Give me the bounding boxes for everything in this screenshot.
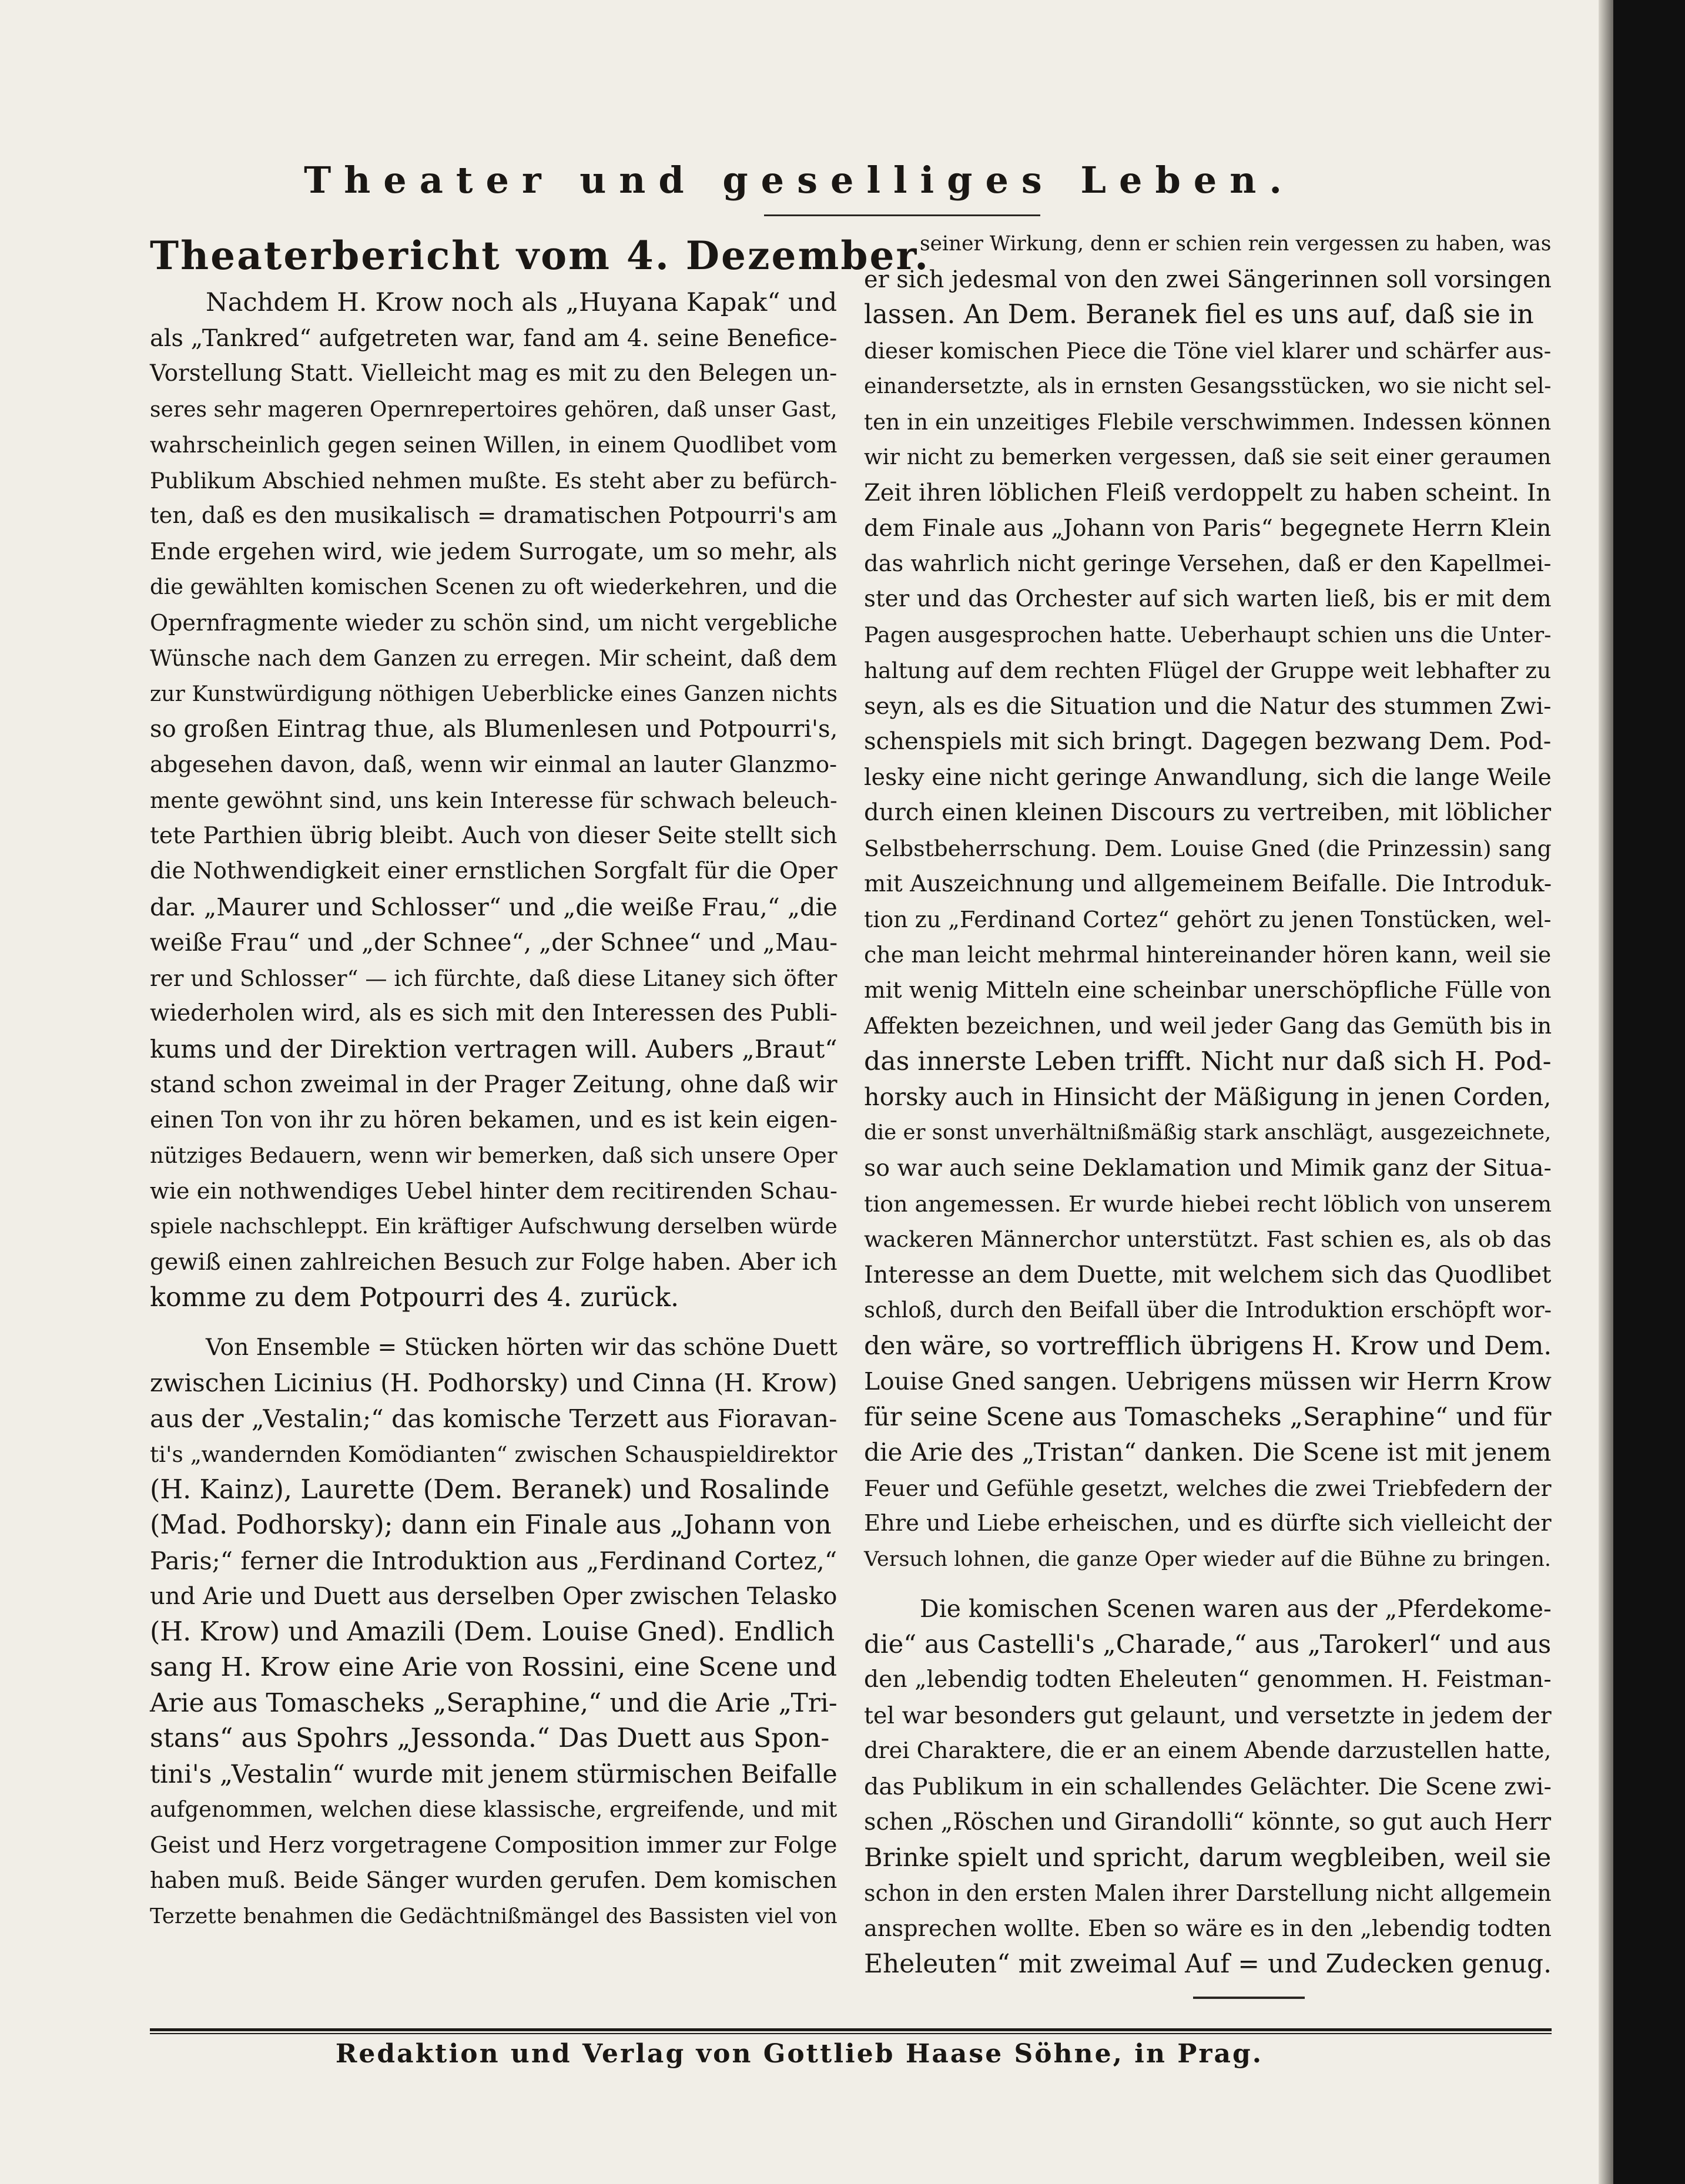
text-line: lesky eine nicht geringe Anwandlung, sich die lange Weile — [864, 763, 1552, 791]
text-line: gewiß einen zahlreichen Besuch zur Folge haben. Aber ich — [150, 1249, 838, 1276]
text-line: zwischen Licinius (H. Podhorsky) und Cinna (H. Krow) — [150, 1368, 838, 1397]
text-line: weiße Frau“ und „der Schnee“, „der Schnee“ und „Mau- — [150, 928, 838, 957]
text-line: durch einen kleinen Discours zu vertreiben, mit löblicher — [864, 799, 1552, 826]
text-line: wiederholen wird, als es sich mit den Interessen des Publi- — [150, 1000, 838, 1026]
text-line: sang H. Krow eine Arie von Rossini, eine Scene und — [150, 1652, 838, 1682]
text-line: er sich jedesmal von den zwei Sängerinnen soll vorsingen — [864, 266, 1552, 293]
text-line: ti's „wandernden Komödianten“ zwischen Schauspieldirektor — [150, 1441, 838, 1467]
text-line: Vorstellung Statt. Vielleicht mag es mit zu den Belegen un- — [150, 360, 838, 387]
text-line: Terzette benahmen die Gedächtnißmängel des Bassisten viel von — [150, 1904, 838, 1928]
publisher-footer: Redaktion und Verlag von Gottlieb Haase Söhne, in Prag. — [335, 2039, 1264, 2069]
section-title: Theater und geselliges Leben. — [304, 159, 1295, 202]
paragraph — [150, 1330, 838, 1935]
text-line: schenspiels mit sich bringt. Dagegen bezwang Dem. Pod- — [864, 728, 1552, 755]
text-line: (Mad. Podhorsky); dann ein Finale aus „Johann von — [150, 1510, 832, 1540]
text-line: Von Ensemble = Stücken hörten wir das schöne Duett — [206, 1334, 838, 1361]
text-line: (H. Krow) und Amazili (Dem. Louise Gned). Endlich — [150, 1616, 835, 1647]
text-line: seyn, als es die Situation und die Natur des stummen Zwi- — [864, 692, 1552, 720]
text-line: seiner Wirkung, denn er schien rein vergessen zu haben, was — [920, 232, 1552, 256]
text-line: mente gewöhnt sind, uns kein Interesse für schwach beleuch- — [150, 787, 838, 813]
left-column — [150, 226, 930, 1934]
text-line: che man leicht mehrmal hintereinander hören kann, weil sie — [864, 942, 1552, 968]
text-line: lassen. An Dem. Beranek fiel es uns auf, daß sie in — [864, 300, 1534, 330]
text-line: ten, daß es den musikalisch = dramatischen Potpourri's am — [150, 502, 838, 529]
text-line: schloß, durch den Beifall über die Introduktion erschöpft wor- — [864, 1297, 1552, 1323]
text-line: einandersetzte, als in ernsten Gesangsstücken, wo sie nicht sel- — [864, 374, 1552, 398]
text-line: für seine Scene aus Tomascheks „Seraphine“ und für — [864, 1402, 1552, 1432]
text-line: ster und das Orchester auf sich warten ließ, bis er mit dem — [864, 586, 1552, 612]
text-line: die Nothwendigkeit einer ernstlichen Sorgfalt für die Oper — [150, 858, 838, 884]
text-line: mit Auszeichnung und allgemeinem Beifalle. Die Introduk- — [864, 870, 1552, 897]
text-line: Pagen ausgesprochen hatte. Ueberhaupt schien uns die Unter- — [864, 622, 1552, 648]
text-line: das innerste Leben trifft. Nicht nur daß sich H. Pod- — [864, 1046, 1552, 1076]
title-underline — [764, 214, 1040, 216]
text-line: zur Kunstwürdigung nöthigen Ueberblicke eines Ganzen nichts — [150, 680, 838, 706]
text-line: tel war besonders gut gelaunt, und versetzte in jedem der — [864, 1702, 1552, 1729]
text-line: drei Charaktere, die er an einem Abende darzustellen hatte, — [864, 1738, 1552, 1764]
text-line: die gewählten komischen Scenen zu oft wiederkehren, und die — [150, 574, 838, 599]
text-line: Die komischen Scenen waren aus der „Pferdekome- — [920, 1595, 1552, 1623]
text-line: haben muß. Beide Sänger wurden gerufen. Dem komischen — [150, 1867, 838, 1894]
text-line: ansprechen wollte. Eben so wäre es in den „lebendig todten — [864, 1915, 1552, 1942]
text-line: Nachdem H. Krow noch als „Huyana Kapak“ und — [206, 288, 838, 317]
text-line: Louise Gned sangen. Uebrigens müssen wir Herrn Krow — [864, 1367, 1552, 1395]
article-title: Theaterbericht vom 4. Dezember. — [150, 233, 930, 279]
right-column — [864, 226, 1552, 1982]
text-line: wackeren Männerchor unterstützt. Fast schien es, als ob das — [864, 1226, 1552, 1252]
text-line: komme zu dem Potpourri des 4. zurück. — [150, 1283, 679, 1313]
text-line: Ende ergehen wird, wie jedem Surrogate, um so mehr, als — [150, 538, 838, 565]
text-line: Publikum Abschied nehmen mußte. Es steht aber zu befürch- — [150, 467, 838, 494]
left-column-body — [150, 285, 838, 1934]
footer-rule-thick — [150, 2028, 1552, 2031]
text-line: Feuer und Gefühle gesetzt, welches die zwei Triebfedern der — [864, 1475, 1552, 1501]
text-line: (H. Kainz), Laurette (Dem. Beranek) und Rosalinde — [150, 1474, 830, 1505]
text-line: als „Tankred“ aufgetreten war, fand am 4. seine Benefice- — [150, 324, 838, 352]
text-line: kums und der Direktion vertragen will. Aubers „Braut“ — [150, 1034, 838, 1064]
text-line: dieser komischen Piece die Töne viel klarer und schärfer aus- — [864, 337, 1552, 364]
text-line: haltung auf dem rechten Flügel der Gruppe weit lebhafter zu — [864, 657, 1552, 683]
text-line: abgesehen davon, daß, wenn wir einmal an lauter Glanzmo- — [150, 751, 838, 778]
article-end-separator — [1193, 1997, 1305, 1999]
text-line: Wünsche nach dem Ganzen zu erregen. Mir scheint, daß dem — [150, 645, 838, 671]
text-line: stand schon zweimal in der Prager Zeitung, ohne daß wir — [150, 1071, 838, 1098]
text-line: dem Finale aus „Johann von Paris“ begegnete Herrn Klein — [864, 515, 1552, 542]
text-line: Arie aus Tomascheks „Seraphine,“ und die Arie „Tri- — [150, 1688, 838, 1718]
text-line: Zeit ihren löblichen Fleiß verdoppelt zu haben scheint. In — [864, 479, 1552, 506]
text-line: aus der „Vestalin;“ das komische Terzett aus Fioravan- — [150, 1404, 838, 1433]
text-line: und Arie und Duett aus derselben Oper zwischen Telasko — [150, 1583, 838, 1610]
text-line: den „lebendig todten Eheleuten“ genommen. H. Feistman- — [864, 1666, 1552, 1693]
text-line: so war auch seine Deklamation und Mimik ganz der Situa- — [864, 1155, 1552, 1182]
text-line: wahrscheinlich gegen seinen Willen, in einem Quodlibet vom — [150, 432, 838, 458]
text-line: Brinke spielt und spricht, darum wegbleiben, weil sie — [864, 1843, 1552, 1873]
paragraph — [864, 226, 1552, 1577]
text-line: so großen Eintrag thue, als Blumenlesen und Potpourri's, — [150, 716, 838, 743]
text-line: Paris;“ ferner die Introduktion aus „Ferdinand Cortez,“ — [150, 1546, 838, 1575]
text-line: rer und Schlosser“ — ich fürchte, daß diese Litaney sich öfter — [150, 965, 838, 991]
text-line: tion angemessen. Er wurde hiebei recht löblich von unserem — [864, 1190, 1552, 1217]
text-line: Opernfragmente wieder zu schön sind, um nicht vergebliche — [150, 609, 838, 636]
text-line: tini's „Vestalin“ wurde mit jenem stürmischen Beifalle — [150, 1759, 838, 1789]
text-line: Affekten bezeichnen, und weil jeder Gang das Gemüth bis in — [864, 1013, 1552, 1039]
text-line: spiele nachschleppt. Ein kräftiger Aufschwung derselben würde — [150, 1215, 838, 1239]
text-line: ten in ein unzeitiges Flebile verschwimmen. Indessen können — [864, 408, 1552, 435]
text-line: horsky auch in Hinsicht der Mäßigung in jenen Corden, — [864, 1083, 1552, 1111]
text-line: Eheleuten“ mit zweimal Auf = und Zudecken genug. — [864, 1949, 1552, 1979]
paragraph — [864, 1591, 1552, 1982]
text-line: tete Parthien übrig bleibt. Auch von dieser Seite stellt sich — [150, 822, 838, 849]
text-line: schen „Röschen und Girandolli“ könnte, so gut auch Herr — [864, 1809, 1552, 1836]
paragraph — [150, 285, 838, 1316]
page-edge-shadow — [1599, 0, 1613, 2184]
text-line: tion zu „Ferdinand Cortez“ gehört zu jenen Tonstücken, wel- — [864, 906, 1552, 932]
text-line: mit wenig Mitteln eine scheinbar unerschöpfliche Fülle von — [864, 977, 1552, 1004]
text-line: Ehre und Liebe erheischen, und es dürfte sich vielleicht der — [864, 1510, 1552, 1536]
text-line: die Arie des „Tristan“ danken. Die Scene ist mit jenem — [864, 1438, 1552, 1467]
text-line: Geist und Herz vorgetragene Composition immer zur Folge — [150, 1831, 838, 1858]
text-line: Interesse an dem Duette, mit welchem sich das Quodlibet — [864, 1261, 1552, 1289]
text-line: einen Ton von ihr zu hören bekamen, und es ist kein eigen- — [150, 1106, 838, 1133]
text-line: wir nicht zu bemerken vergessen, daß sie seit einer geraumen — [864, 444, 1552, 469]
text-line: das wahrlich nicht geringe Versehen, daß er den Kapellmei- — [864, 550, 1552, 577]
book-spine — [1613, 0, 1685, 2184]
footer-rule-thin — [150, 2033, 1552, 2034]
text-line: stans“ aus Spohrs „Jessonda.“ Das Duett aus Spon- — [150, 1723, 830, 1753]
text-line: das Publikum in ein schallendes Gelächter. Die Scene zwi- — [864, 1773, 1552, 1800]
text-line: die er sonst unverhältnißmäßig stark anschlägt, ausgezeichnete, — [864, 1120, 1552, 1145]
text-line: schon in den ersten Malen ihrer Darstellung nicht allgemein — [864, 1880, 1552, 1906]
text-line: nütziges Bedauern, wenn wir bemerken, daß sich unsere Oper — [150, 1143, 838, 1168]
right-column-body — [864, 226, 1552, 1982]
text-line: Versuch lohnen, die ganze Oper wieder auf die Bühne zu bringen. — [864, 1547, 1551, 1571]
text-line: aufgenommen, welchen diese klassische, ergreifende, und mit — [150, 1797, 838, 1822]
text-line: dar. „Maurer und Schlosser“ und „die weiße Frau,“ „die — [150, 893, 838, 921]
text-line: die“ aus Castelli's „Charade,“ aus „Tarokerl“ und aus — [864, 1629, 1552, 1659]
text-line: wie ein nothwendiges Uebel hinter dem recitirenden Schau- — [150, 1178, 838, 1205]
text-line: den wäre, so vortrefflich übrigens H. Krow und Dem. — [864, 1331, 1552, 1361]
text-line: Selbstbeherrschung. Dem. Louise Gned (die Prinzessin) sang — [864, 835, 1552, 861]
text-line: seres sehr mageren Opernrepertoires gehören, daß unser Gast, — [150, 396, 838, 422]
